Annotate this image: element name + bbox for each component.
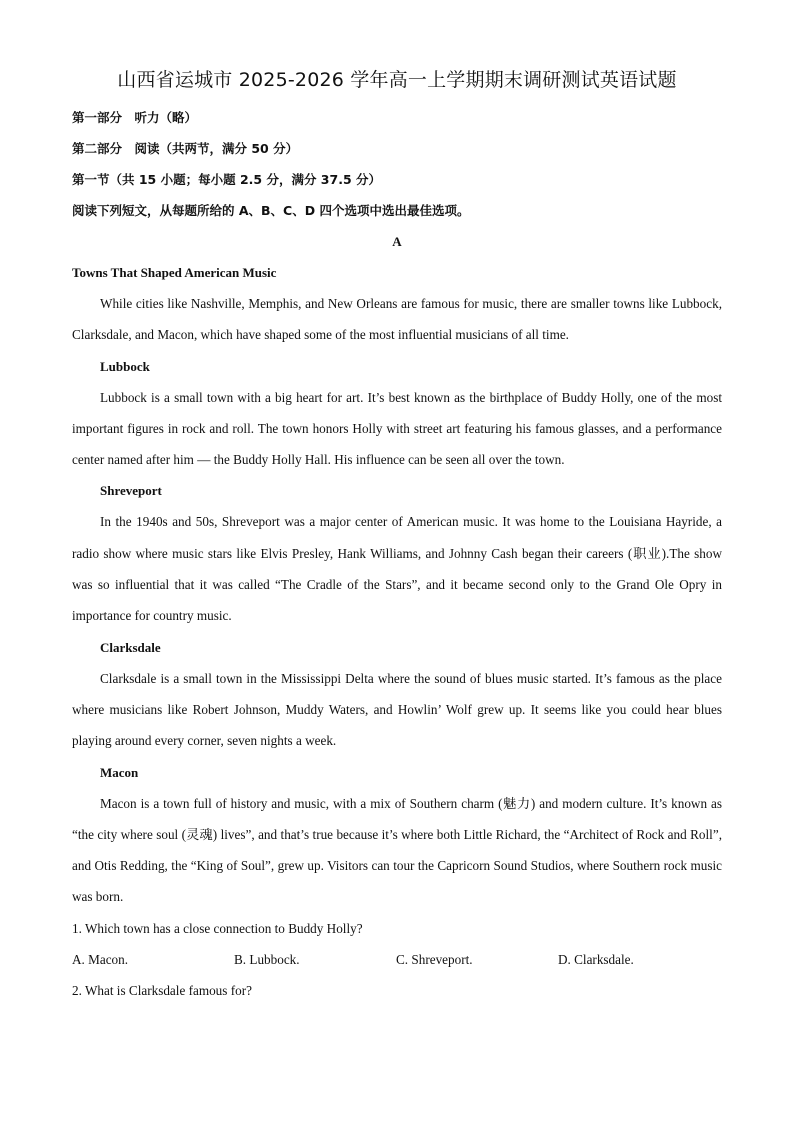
town-heading-lubbock: Lubbock	[100, 358, 150, 374]
town-paragraph-shreveport: In the 1940s and 50s, Shreveport was a major center of American music. It was home to the Louisiana Hayride, a radio show where music stars like Elvis Presley, Hank Williams, and Johnny Cash began their careers (职业).The show was so influential that it was called “The Cradle of the Stars”, and it became second only to the Grand Ole Opry in importance for country music.	[72, 514, 722, 624]
passage-title: Towns That Shaped American Music	[72, 265, 277, 280]
option-b: B. Lubbock.	[234, 951, 300, 967]
instruction-text: 阅读下列短文，从每题所给的 A、B、C、D 四个选项中选出最佳选项。	[72, 203, 470, 218]
passage-letter: A	[392, 234, 402, 249]
page-title: 山西省运城市 2025-2026 学年高一上学期期末调研测试英语试题	[117, 69, 677, 91]
section1-heading: 第一节（共 15 小题；每小题 2.5 分，满分 37.5 分）	[72, 172, 381, 187]
part2-heading: 第二部分 阅读（共两节，满分 50 分）	[72, 141, 299, 156]
town-paragraph-macon: Macon is a town full of history and music, with a mix of Southern charm (魅力) and modern culture. It’s known as “the city where soul (灵魂) lives”, and that’s true because it’s where both Little Richard, the “Architect of Rock and Roll”, and Otis Redding, the “King of Soul”, grew up. Visitors can tour the Capricorn Sound Studios, where Southern rock music was born.	[72, 795, 722, 905]
town-heading-shreveport: Shreveport	[100, 483, 162, 499]
option-c: C. Shreveport.	[396, 951, 473, 967]
question-1: 1. Which town has a close connection to Buddy Holly?	[72, 920, 363, 936]
town-paragraph-clarksdale: Clarksdale is a small town in the Mississippi Delta where the sound of blues music started. It’s famous as the place where musicians like Robert Johnson, Muddy Waters, and Howlin’ Wolf grew up. It seems like you could hear blues playing around every corner, seven nights a week.	[72, 670, 722, 749]
town-paragraph-lubbock: Lubbock is a small town with a big heart for art. It’s best known as the birthplace of Buddy Holly, one of the most important figures in rock and roll. The town honors Holly with street art featuring his famous glasses, and a performance center named after him — the Buddy Holly Hall. His influence can be seen all over the town.	[72, 389, 722, 468]
option-d: D. Clarksdale.	[558, 951, 634, 967]
town-heading-macon: Macon	[100, 764, 139, 780]
question-2: 2. What is Clarksdale famous for?	[72, 982, 252, 998]
passage-intro: While cities like Nashville, Memphis, and New Orleans are famous for music, there are smaller towns like Lubbock, Clarksdale, and Macon, which have shaped some of the most influential musicians of all time.	[72, 296, 722, 343]
question-1-options	[72, 944, 722, 975]
town-heading-clarksdale: Clarksdale	[100, 639, 161, 655]
option-a: A. Macon.	[72, 951, 129, 967]
part1-heading: 第一部分 听力（略）	[72, 110, 198, 125]
